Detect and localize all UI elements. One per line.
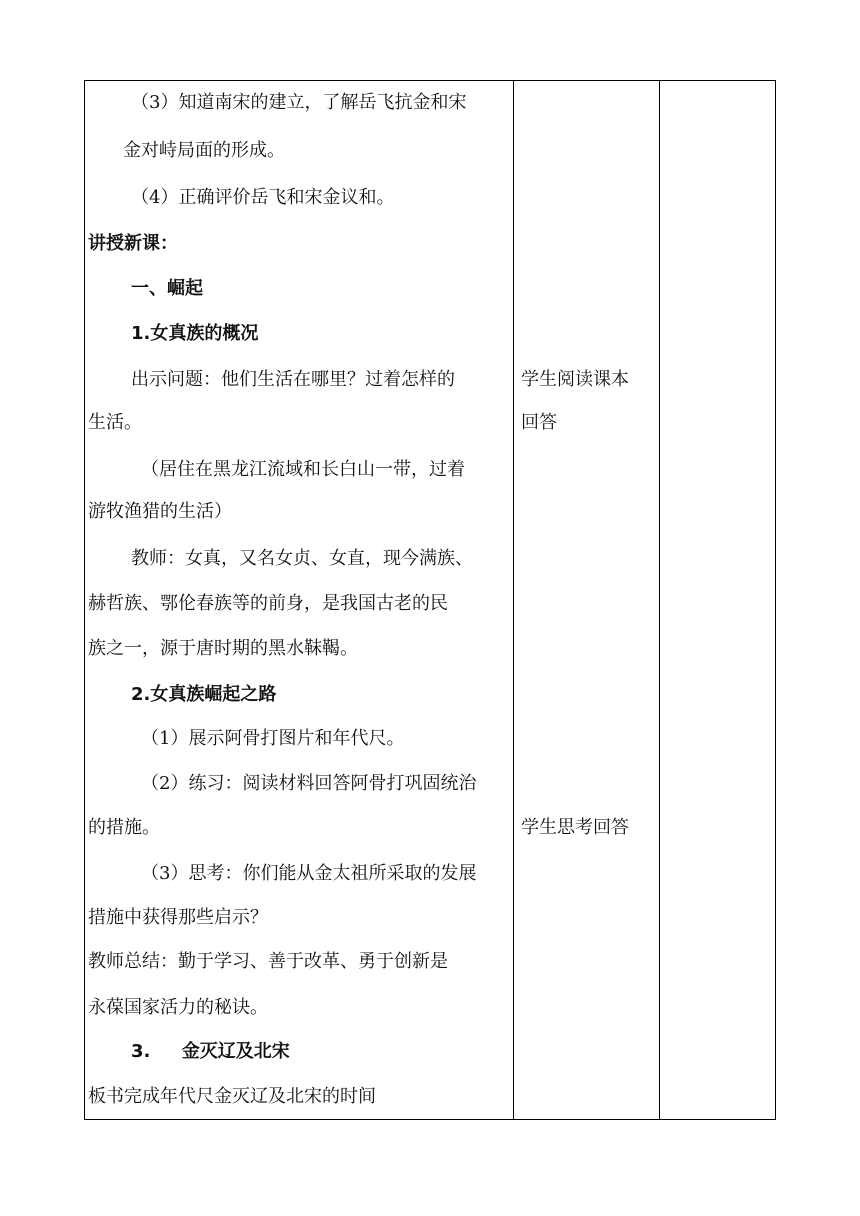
- subsection-heading: 2.女真族崛起之路: [131, 684, 277, 705]
- text-line: （3）思考：你们能从金太祖所采取的发展: [141, 863, 477, 884]
- text-line: 族之一，源于唐时期的黑水靺鞨。: [88, 638, 358, 659]
- notes-cell: [659, 81, 776, 1119]
- text-line: （居住在黑龙江流域和长白山一带，过着: [141, 459, 465, 480]
- text-line: 游牧渔猎的生活）: [88, 501, 232, 522]
- text-line: （1）展示阿骨打图片和年代尺。: [141, 728, 405, 749]
- text-line: 的措施。: [88, 817, 160, 838]
- text-line: 教师：女真，又名女贞、女直，现今满族、: [131, 548, 473, 569]
- student-text-line: 回答: [521, 412, 557, 433]
- text-line: （3）知道南宋的建立，了解岳飞抗金和宋: [131, 92, 467, 113]
- text-line: 赫哲族、鄂伦春族等的前身，是我国古老的民: [88, 593, 448, 614]
- student-text-line: 学生思考回答: [521, 817, 629, 838]
- lesson-table: [84, 80, 776, 1120]
- text-line: （2）练习：阅读材料回答阿骨打巩固统治: [141, 773, 477, 794]
- text-line: 永葆国家活力的秘诀。: [88, 997, 268, 1018]
- subsection-heading: 1.女真族的概况: [131, 323, 259, 344]
- text-line: （4）正确评价岳飞和宋金议和。: [131, 187, 395, 208]
- text-line: 板书完成年代尺金灭辽及北宋的时间: [88, 1086, 376, 1107]
- student-text-line: 学生阅读课本: [521, 369, 629, 390]
- section-heading: 讲授新课：: [88, 233, 178, 254]
- teaching-activity-cell: [85, 81, 513, 1119]
- section-heading: 一、崛起: [131, 278, 203, 299]
- text-line: 出示问题：他们生活在哪里？过着怎样的: [131, 369, 455, 390]
- text-line: 措施中获得那些启示？: [88, 907, 268, 928]
- subsection-heading: 3. 金灭辽及北宋: [131, 1041, 290, 1062]
- text-line: 金对峙局面的形成。: [123, 140, 285, 161]
- text-line: 教师总结：勤于学习、善于改革、勇于创新是: [88, 951, 448, 972]
- student-activity-cell: [513, 81, 659, 1119]
- text-line: 生活。: [88, 412, 142, 433]
